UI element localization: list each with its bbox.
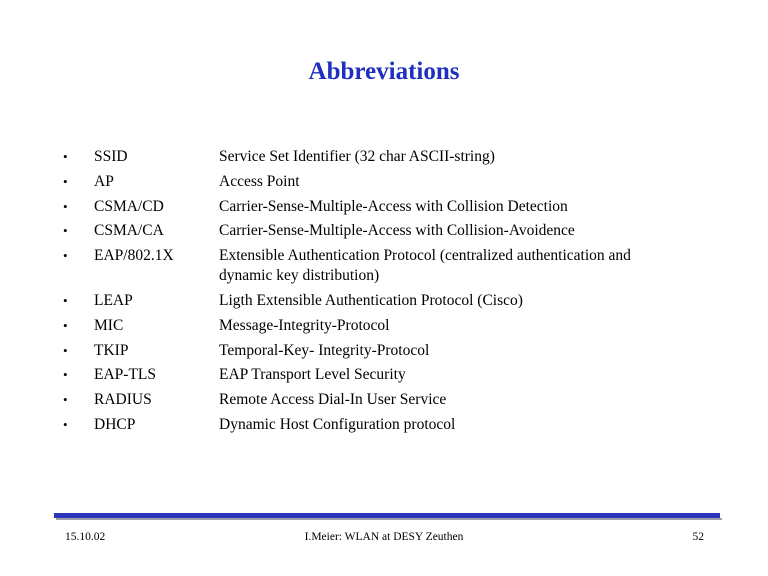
list-item — [0, 365, 768, 385]
abbreviation-definition: Message-Integrity-Protocol — [219, 316, 390, 334]
abbreviation-definition: Extensible Authentication Protocol (centralized authentication and dynamic key distribution) — [219, 247, 631, 285]
page-number: 52 — [692, 531, 704, 543]
bullet-icon: • — [63, 367, 68, 383]
abbreviation-definition: EAP Transport Level Security — [219, 366, 406, 384]
abbreviation-term: EAP/802.1X — [94, 247, 174, 265]
footer-date: 15.10.02 — [65, 531, 106, 543]
list-item — [0, 172, 768, 192]
list-item — [0, 291, 768, 311]
abbreviation-definition: Temporal-Key- Integrity-Protocol — [219, 341, 430, 359]
footer-rule-shadow — [56, 518, 722, 520]
bullet-icon: • — [63, 149, 68, 164]
abbreviation-list — [0, 147, 768, 440]
bullet-icon: • — [63, 342, 68, 358]
abbreviation-definition: Service Set Identifier (32 char ASCII-string) — [219, 148, 495, 165]
bullet-icon: • — [63, 292, 68, 308]
abbreviation-term: RADIUS — [94, 391, 152, 409]
bullet-icon: • — [63, 173, 68, 189]
footer-author-title: I.Meier: WLAN at DESY Zeuthen — [304, 531, 464, 543]
abbreviation-term: SSID — [94, 148, 128, 165]
abbreviation-definition: Access Point — [219, 172, 300, 190]
abbreviation-definition: Remote Access Dial-In User Service — [219, 391, 447, 409]
bullet-icon: • — [63, 198, 68, 214]
abbreviation-term: CSMA/CD — [94, 197, 164, 215]
bullet-icon: • — [63, 416, 68, 432]
list-item — [0, 147, 768, 167]
footer-rule — [54, 513, 720, 518]
abbreviation-term: MIC — [94, 316, 124, 334]
list-item — [0, 316, 768, 336]
list-item — [0, 246, 768, 286]
bullet-icon: • — [63, 223, 68, 239]
abbreviation-term: TKIP — [94, 341, 129, 359]
abbreviation-term: CSMA/CA — [94, 222, 164, 240]
bullet-icon: • — [63, 248, 68, 264]
bullet-icon: • — [63, 392, 68, 408]
abbreviation-term: LEAP — [94, 291, 133, 309]
abbreviation-definition: Dynamic Host Configuration protocol — [219, 415, 456, 433]
list-item — [0, 415, 768, 435]
list-item — [0, 197, 768, 217]
list-item — [0, 221, 768, 241]
bullet-icon: • — [63, 317, 68, 333]
abbreviation-definition: Ligth Extensible Authentication Protocol (Cisco) — [219, 291, 523, 309]
abbreviation-term: DHCP — [94, 415, 136, 433]
abbreviation-term: AP — [94, 172, 114, 190]
abbreviation-definition: Carrier-Sense-Multiple-Access with Collision-Avoidence — [219, 222, 575, 240]
slide-title: Abbreviations — [308, 58, 460, 85]
abbreviation-term: EAP-TLS — [94, 366, 156, 384]
list-item — [0, 341, 768, 361]
list-item — [0, 390, 768, 410]
abbreviation-definition: Carrier-Sense-Multiple-Access with Collision Detection — [219, 197, 568, 215]
